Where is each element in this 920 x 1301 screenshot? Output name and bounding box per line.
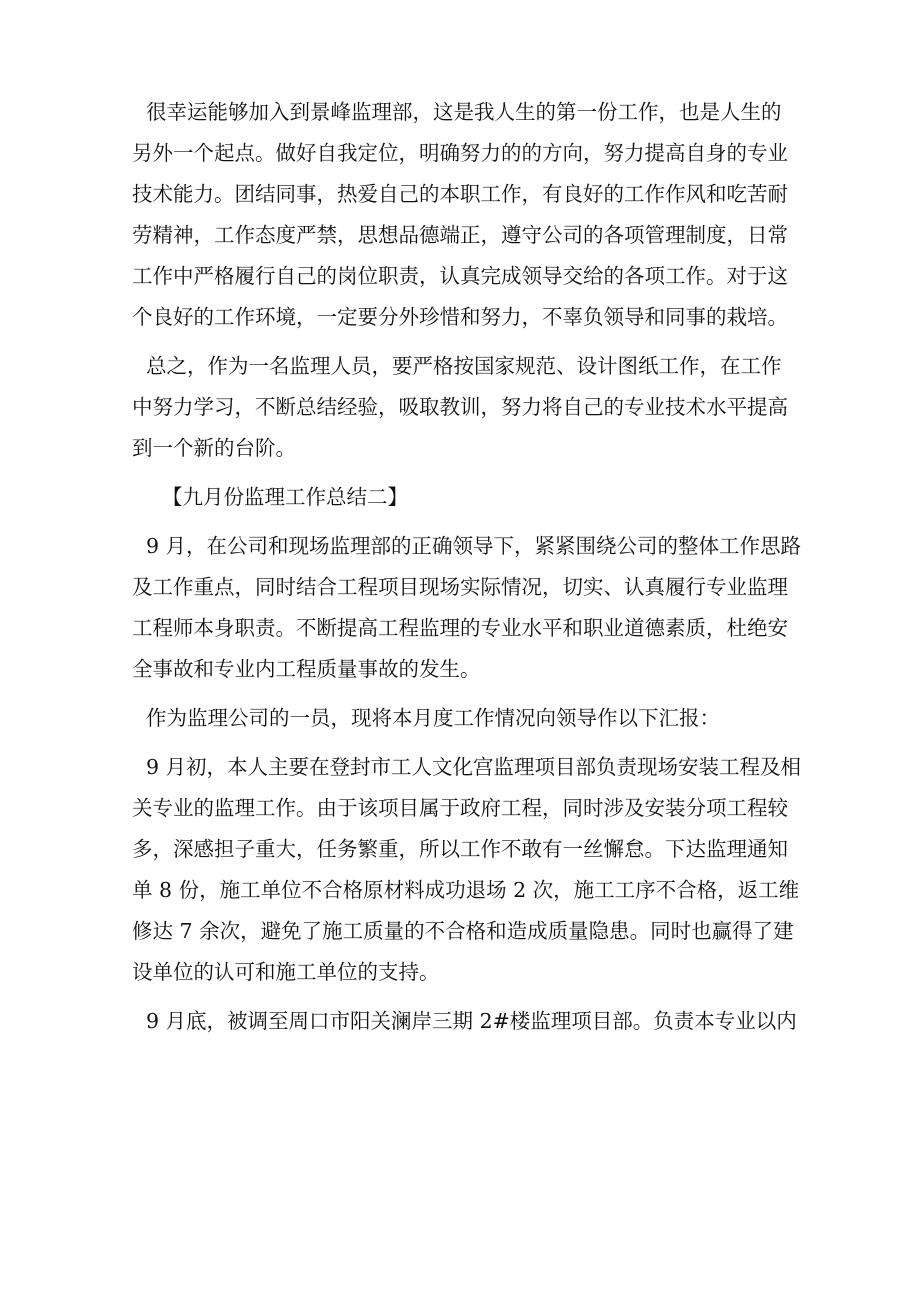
- text-line: 劳精神，工作态度严禁，思想品德端正，遵守公司的各项管理制度，日常: [132, 223, 788, 247]
- text-line: 9 月初，本人主要在登封市工人文化宫监理项目部负责现场安装工程及相: [146, 755, 802, 779]
- text-line: 修达 7 余次，避免了施工质量的不合格和造成质量隐患。同时也赢得了建: [132, 919, 794, 943]
- text-line: 9 月，在公司和现场监理部的正确领导下，紧紧围绕公司的整体工作思路: [146, 534, 802, 558]
- text-line: 多，深感担子重大，任务繁重，所以工作不敢有一丝懈怠。下达监理通知: [132, 837, 788, 861]
- text-line: 设单位的认可和施工单位的支持。: [132, 960, 440, 984]
- text-line: 中努力学习，不断总结经验，吸取教训，努力将自己的专业技术水平提高: [132, 395, 788, 419]
- text-line: 9 月底，被调至周口市阳关澜岸三期 2#楼监理项目部。负责本专业以内: [146, 1009, 797, 1033]
- paragraph-september-overview: [132, 526, 802, 690]
- text-line: 技术能力。团结同事，热爱自己的本职工作，有良好的工作作风和吃苦耐: [132, 182, 788, 206]
- text-line: 及工作重点，同时结合工程项目现场实际情况，切实、认真履行专业监理: [132, 575, 788, 599]
- paragraph-end-september: [132, 1001, 797, 1042]
- text-line: 全事故和专业内工程质量事故的发生。: [132, 657, 481, 681]
- paragraph-report-intro: [132, 698, 792, 739]
- text-line: 作为监理公司的一员，现将本月度工作情况向领导作以下汇报：: [146, 706, 720, 730]
- text-line: 另外一个起点。做好自我定位，明确努力的的方向，努力提高自身的专业: [132, 141, 788, 165]
- section-heading: 【九月份监理工作总结二】: [162, 485, 408, 509]
- paragraph-intro: [132, 92, 792, 338]
- paragraph-early-september: [132, 747, 802, 993]
- paragraph-summary: [132, 346, 792, 469]
- text-line: 工作中严格履行自己的岗位职责，认真完成领导交给的各项工作。对于这: [132, 264, 788, 288]
- text-line: 关专业的监理工作。由于该项目属于政府工程，同时涉及安装分项工程较: [132, 796, 788, 820]
- text-line: 总之，作为一名监理人员，要严格按国家规范、设计图纸工作，在工作: [146, 354, 782, 378]
- text-line: 很幸运能够加入到景峰监理部，这是我人生的第一份工作，也是人生的: [146, 100, 782, 124]
- text-line: 单 8 份，施工单位不合格原材料成功退场 2 次，施工工序不合格，返工维: [132, 878, 800, 902]
- document-body: [132, 92, 802, 1050]
- text-line: 工程师本身职责。不断提高工程监理的专业水平和职业道德素质，杜绝安: [132, 616, 788, 640]
- text-line: 个良好的工作环境，一定要分外珍惜和努力，不辜负领导和同事的栽培。: [132, 305, 788, 329]
- text-line: 到一个新的台阶。: [132, 436, 296, 460]
